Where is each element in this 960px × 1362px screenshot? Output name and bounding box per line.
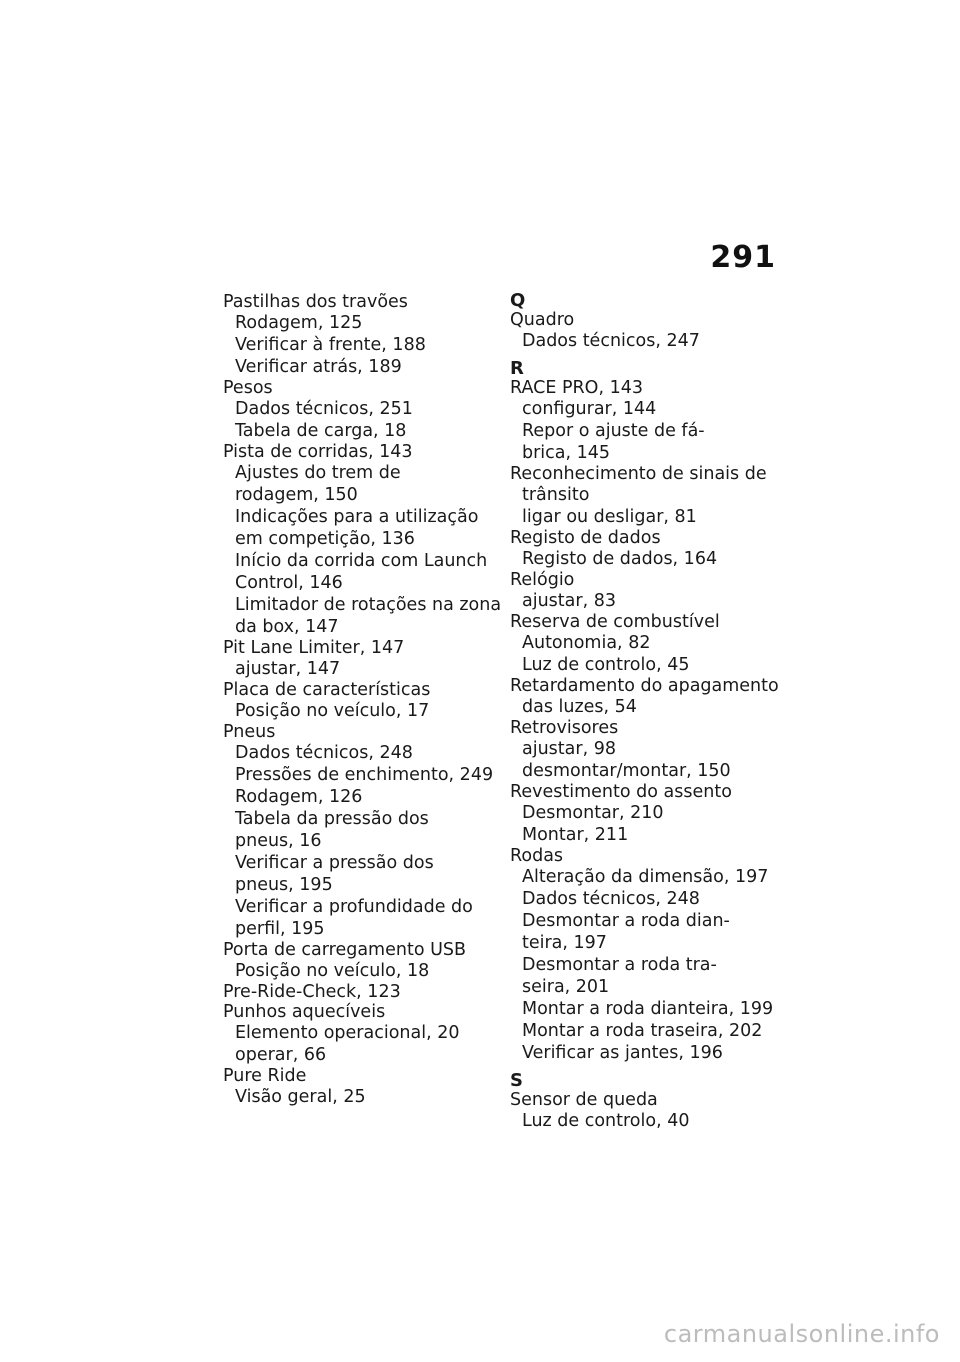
index-subentry-text: operar, 66: [235, 1045, 327, 1065]
index-subentry-text: Luz de controlo, 45: [522, 655, 690, 675]
index-subentry: [510, 802, 790, 824]
index-entry-heading: RACE PRO, 143: [510, 378, 643, 398]
index-subentry-text: ligar ou desligar, 81: [522, 507, 697, 527]
index-subentry: [223, 506, 503, 550]
index-subentry: [510, 824, 790, 846]
index-subentry-continuation: pneus, 16: [235, 831, 322, 851]
index-subentry: [223, 1022, 503, 1044]
index-subentry-text: trânsito: [522, 485, 590, 505]
index-entry: [223, 638, 503, 680]
index-subentry: [223, 896, 503, 940]
index-subentry-continuation: teira, 197: [522, 933, 607, 953]
index-subentry-continuation: seira, 201: [522, 977, 610, 997]
index-subentry: [223, 764, 503, 786]
index-subentry-text: Pressões de enchimento, 249: [235, 765, 494, 785]
index-subentry-continuation: brica, 145: [522, 443, 611, 463]
index-subentry: [223, 550, 503, 594]
index-entry: [510, 846, 790, 1064]
index-subentry: [223, 808, 503, 852]
index-letter-heading: Q: [510, 290, 526, 311]
index-subentry-continuation: perfil, 195: [235, 919, 325, 939]
index-subentry-text: configurar, 144: [522, 399, 657, 419]
index-subentry: [510, 954, 790, 998]
index-entry-heading: Reconhecimento de sinais de: [510, 464, 767, 484]
index-subentry: [223, 852, 503, 896]
index-entry: [510, 378, 790, 464]
index-subentry: [510, 888, 790, 910]
index-subentry-text: ajustar, 147: [235, 659, 341, 679]
index-subentry-text: Ajustes do trem de: [235, 463, 401, 483]
index-entry-heading: Pit Lane Limiter, 147: [223, 638, 405, 658]
index-subentry-text: Início da corrida com Launch: [235, 551, 488, 571]
index-column-right: [510, 292, 790, 1132]
index-letter-heading: R: [510, 358, 524, 379]
index-entry-heading: Punhos aquecíveis: [223, 1002, 386, 1022]
index-entry-heading: Pre-Ride-Check, 123: [223, 982, 401, 1002]
index-entry-heading: Placa de características: [223, 680, 431, 700]
index-entry: [510, 718, 790, 782]
index-entry-heading: Pista de corridas, 143: [223, 442, 413, 462]
index-subentry-text: Dados técnicos, 248: [235, 743, 413, 763]
index-entry: [510, 1090, 790, 1132]
index-subentry-text: Autonomia, 82: [522, 633, 651, 653]
index-entry-heading: Retrovisores: [510, 718, 619, 738]
index-subentry-text: Montar a roda dianteira, 199: [522, 999, 774, 1019]
index-subentry: [223, 786, 503, 808]
index-subentry-text: Limitador de rotações na zona: [235, 595, 502, 615]
index-subentry: [223, 420, 503, 442]
index-entry-heading: Pastilhas dos travões: [223, 292, 408, 312]
index-entry: [223, 442, 503, 638]
index-subentry: [510, 1042, 790, 1064]
index-subentry-text: Rodagem, 126: [235, 787, 363, 807]
index-subentry-text: Dados técnicos, 248: [522, 889, 700, 909]
index-subentry-text: das luzes, 54: [522, 697, 637, 717]
index-subentry-text: Posição no veículo, 18: [235, 961, 430, 981]
index-subentry-text: ajustar, 83: [522, 591, 616, 611]
index-subentry: [510, 760, 790, 782]
index-subentry-continuation: da box, 147: [235, 617, 339, 637]
index-subentry-text: ajustar, 98: [522, 739, 616, 759]
index-subentry-continuation: rodagem, 150: [235, 485, 358, 505]
index-subentry: [223, 1044, 503, 1066]
index-entry-heading: Rodas: [510, 846, 564, 866]
index-subentry: [223, 398, 503, 420]
index-subentry-text: Desmontar, 210: [522, 803, 664, 823]
index-subentry: [223, 1086, 503, 1108]
index-entry: [510, 310, 790, 352]
index-entry: [510, 464, 790, 528]
index-entry-heading: Revestimento do assento: [510, 782, 732, 802]
index-entry-heading: Retardamento do apagamento: [510, 676, 779, 696]
index-subentry-text: Indicações para a utilização: [235, 507, 479, 527]
index-subentry-text: Dados técnicos, 247: [522, 331, 700, 351]
index-entry: [510, 528, 790, 570]
index-subentry-text: Verificar a pressão dos: [235, 853, 434, 873]
index-subentry-continuation: em competição, 136: [235, 529, 415, 549]
index-subentry: [510, 1110, 790, 1132]
index-entry-heading: Sensor de queda: [510, 1090, 658, 1110]
index-subentry-text: Repor o ajuste de fá-: [522, 421, 705, 441]
index-subentry: [223, 594, 503, 638]
index-subentry: [510, 910, 790, 954]
index-subentry-text: Tabela da pressão dos: [235, 809, 429, 829]
watermark: carmanualsonline.info: [663, 1320, 940, 1348]
index-subentry-text: Verificar a profundidade do: [235, 897, 473, 917]
index-subentry: [223, 742, 503, 764]
index-subentry: [223, 462, 503, 506]
index-subentry-text: Elemento operacional, 20: [235, 1023, 460, 1043]
index-entry-heading: Porta de carregamento USB: [223, 940, 467, 960]
index-subentry: [223, 700, 503, 722]
index-subentry-text: Tabela de carga, 18: [235, 421, 407, 441]
index-entry: [510, 782, 790, 846]
index-subentry-text: Desmontar a roda tra-: [522, 955, 717, 975]
index-subentry: [510, 420, 790, 464]
index-subentry: [510, 632, 790, 654]
index-subentry: [223, 312, 503, 334]
index-entry-heading: Pesos: [223, 378, 273, 398]
index-subentry-text: Rodagem, 125: [235, 313, 363, 333]
index-entry: [223, 292, 503, 378]
index-subentry-text: desmontar/montar, 150: [522, 761, 731, 781]
index-subentry-text: Luz de controlo, 40: [522, 1111, 690, 1131]
index-subentry-text: Verificar atrás, 189: [235, 357, 402, 377]
index-subentry: [510, 696, 790, 718]
index-subentry: [223, 658, 503, 680]
index-subentry: [223, 960, 503, 982]
index-subentry-text: Verificar à frente, 188: [235, 335, 426, 355]
index-subentry-text: Posição no veículo, 17: [235, 701, 430, 721]
index-subentry: [223, 356, 503, 378]
index-subentry-text: Montar, 211: [522, 825, 629, 845]
index-entry: [510, 612, 790, 676]
index-subentry: [510, 548, 790, 570]
index-entry: [223, 722, 503, 940]
index-entry-heading: Reserva de combustível: [510, 612, 720, 632]
index-entry: [223, 982, 503, 1002]
index-entry: [223, 1002, 503, 1066]
index-subentry-text: Desmontar a roda dian-: [522, 911, 730, 931]
index-entry-heading: Registo de dados: [510, 528, 661, 548]
index-entry: [223, 940, 503, 982]
index-subentry: [510, 398, 790, 420]
index-subentry-text: Verificar as jantes, 196: [522, 1043, 723, 1063]
index-subentry: [510, 506, 790, 528]
page-number: 291: [710, 240, 776, 275]
index-entry-heading: Pure Ride: [223, 1066, 307, 1086]
index-entry: [223, 680, 503, 722]
index-subentry-text: Montar a roda traseira, 202: [522, 1021, 763, 1041]
index-entry: [223, 1066, 503, 1108]
index-subentry-text: Dados técnicos, 251: [235, 399, 413, 419]
index-entry: [510, 570, 790, 612]
index-entry-heading: Pneus: [223, 722, 276, 742]
index-subentry: [510, 484, 790, 506]
index-entry-heading: Relógio: [510, 570, 575, 590]
index-subentry-text: Visão geral, 25: [235, 1087, 366, 1107]
index-subentry-text: Alteração da dimensão, 197: [522, 867, 769, 887]
index-subentry: [510, 738, 790, 760]
index-subentry: [510, 1020, 790, 1042]
index-entry: [223, 378, 503, 442]
index-subentry: [510, 590, 790, 612]
index-subentry-continuation: Control, 146: [235, 573, 343, 593]
index-subentry: [510, 998, 790, 1020]
index-subentry: [510, 330, 790, 352]
index-entry-heading: Quadro: [510, 310, 575, 330]
index-subentry: [510, 866, 790, 888]
index-subentry-text: Registo de dados, 164: [522, 549, 718, 569]
index-column-left: [223, 292, 503, 1108]
index-subentry: [223, 334, 503, 356]
index-entry: [510, 676, 790, 718]
index-subentry: [510, 654, 790, 676]
index-letter-heading: S: [510, 1070, 523, 1091]
index-subentry-continuation: pneus, 195: [235, 875, 333, 895]
